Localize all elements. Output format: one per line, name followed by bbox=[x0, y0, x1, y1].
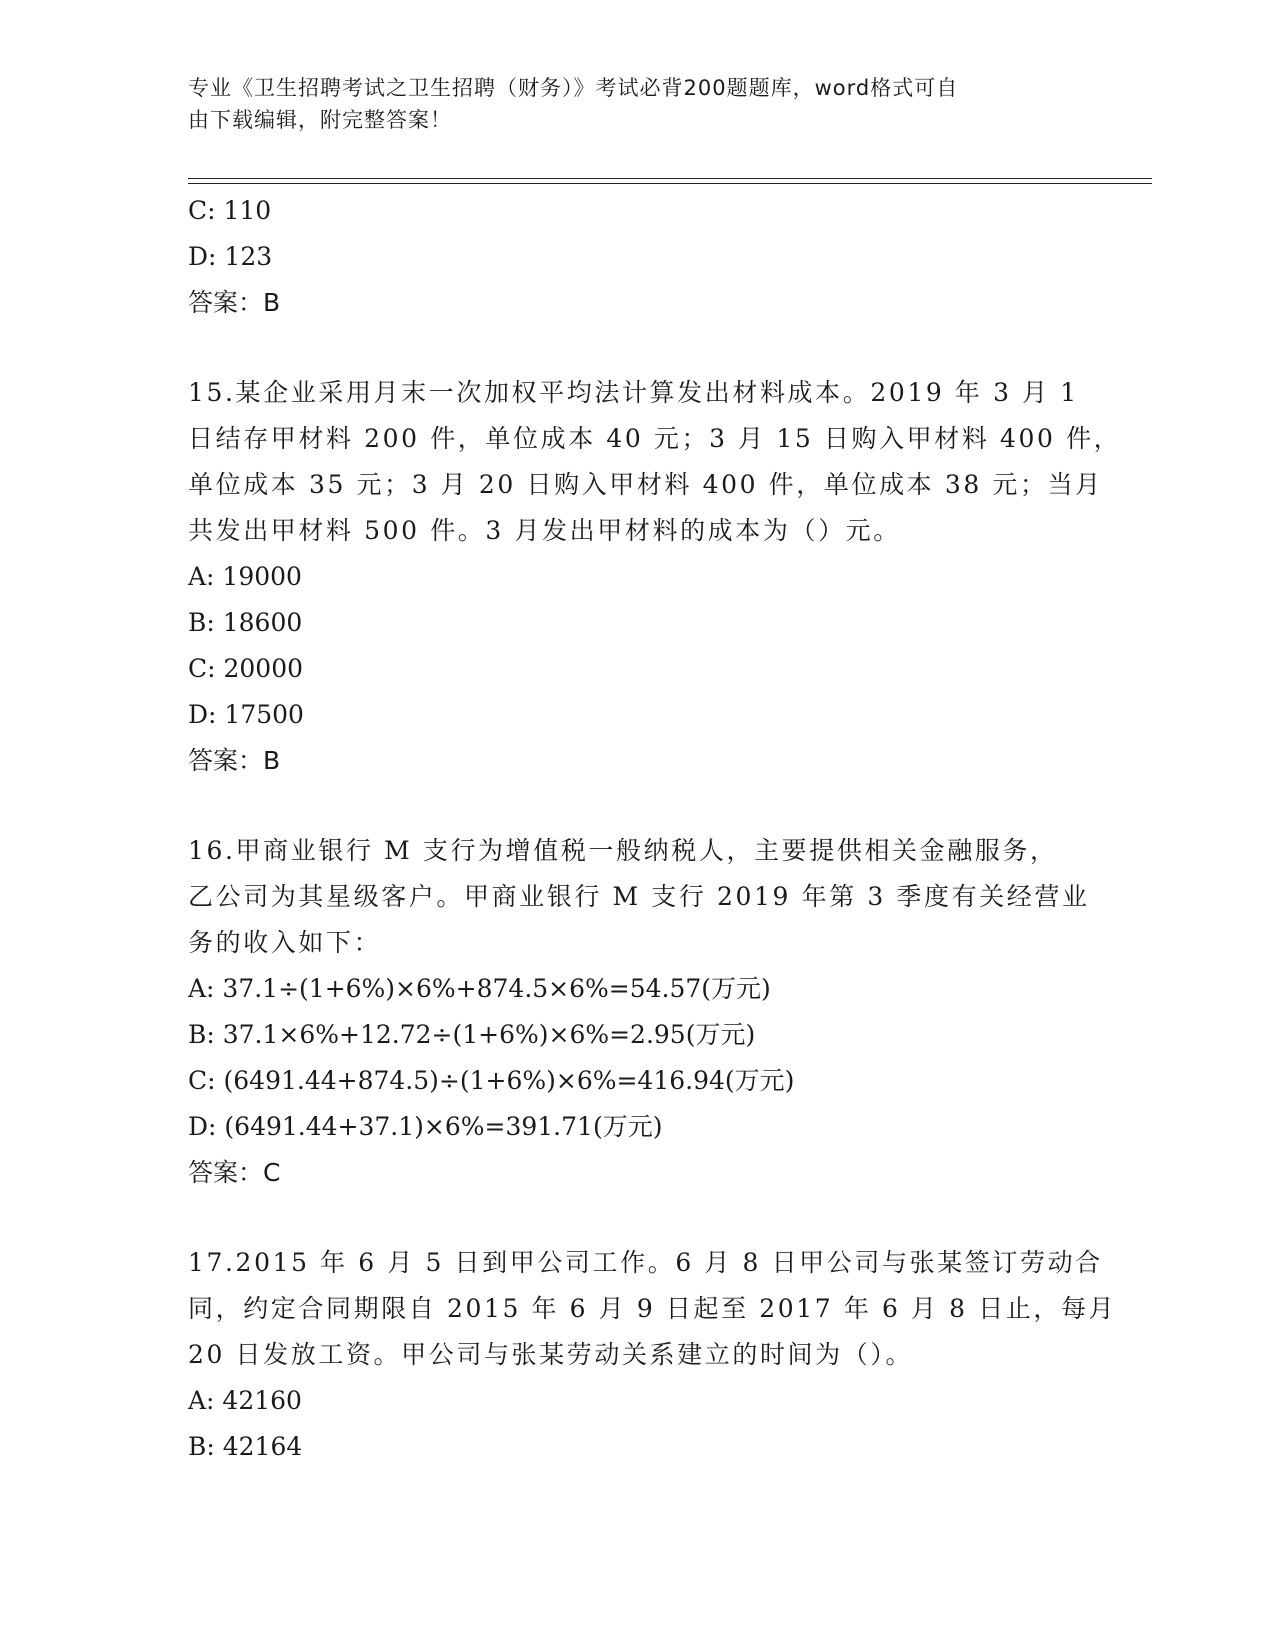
question-17 bbox=[188, 1240, 1117, 1470]
answer-line: 答案：C bbox=[188, 1158, 281, 1187]
header-rule-top bbox=[188, 178, 1152, 179]
question-15 bbox=[188, 370, 1122, 784]
question-stem-line: 共发出甲材料 500 件。3 月发出甲材料的成本为（）元。 bbox=[188, 516, 901, 545]
document-header bbox=[188, 72, 1068, 136]
question-stem-line: 单位成本 35 元；3 月 20 日购入甲材料 400 件，单位成本 38 元；当月 bbox=[188, 470, 1103, 499]
option-a: A: 42160 bbox=[188, 1386, 302, 1415]
answer-line: 答案：B bbox=[188, 746, 281, 775]
option-b: B: 18600 bbox=[188, 608, 303, 637]
option-a: A: 37.1÷(1+6%)×6%+874.5×6%=54.57(万元) bbox=[188, 974, 771, 1003]
question-stem-line: 日结存甲材料 200 件，单位成本 40 元；3 月 15 日购入甲材料 400 件， bbox=[188, 424, 1122, 453]
header-line-2: 由下载编辑，附完整答案！ bbox=[188, 108, 452, 132]
document-body bbox=[188, 188, 1122, 1470]
question-stem-line: 17.2015 年 6 月 5 日到甲公司工作。6 月 8 日甲公司与张某签订劳动合 bbox=[188, 1248, 1103, 1277]
option-d: D: 123 bbox=[188, 242, 273, 271]
question-14-tail bbox=[188, 188, 1088, 326]
option-a: A: 19000 bbox=[188, 562, 302, 591]
option-d: D: (6491.44+37.1)×6%=391.71(万元) bbox=[188, 1112, 663, 1141]
header-rule-bottom bbox=[188, 183, 1152, 184]
option-c: C: (6491.44+874.5)÷(1+6%)×6%=416.94(万元) bbox=[188, 1066, 795, 1095]
answer-line: 答案：B bbox=[188, 288, 281, 317]
question-stem-line: 15.某企业采用月末一次加权平均法计算发出材料成本。2019 年 3 月 1 bbox=[188, 378, 1079, 407]
question-stem-line: 同，约定合同期限自 2015 年 6 月 9 日起至 2017 年 6 月 8 日止，每月 bbox=[188, 1294, 1117, 1323]
option-c: C: 110 bbox=[188, 196, 272, 225]
question-16 bbox=[188, 828, 1088, 1196]
question-stem-line: 乙公司为其星级客户。甲商业银行 M 支行 2019 年第 3 季度有关经营业 bbox=[188, 882, 1090, 911]
question-stem-line: 16.甲商业银行 M 支行为增值税一般纳税人，主要提供相关金融服务， bbox=[188, 836, 1058, 865]
question-stem-line: 20 日发放工资。甲公司与张某劳动关系建立的时间为（）。 bbox=[188, 1340, 914, 1369]
question-stem-line: 务的收入如下： bbox=[188, 928, 382, 957]
option-d: D: 17500 bbox=[188, 700, 304, 729]
option-c: C: 20000 bbox=[188, 654, 304, 683]
header-line-1: 专业《卫生招聘考试之卫生招聘（财务）》考试必背200题题库，word格式可自 bbox=[188, 76, 959, 100]
option-b: B: 42164 bbox=[188, 1432, 303, 1461]
option-b: B: 37.1×6%+12.72÷(1+6%)×6%=2.95(万元) bbox=[188, 1020, 756, 1049]
